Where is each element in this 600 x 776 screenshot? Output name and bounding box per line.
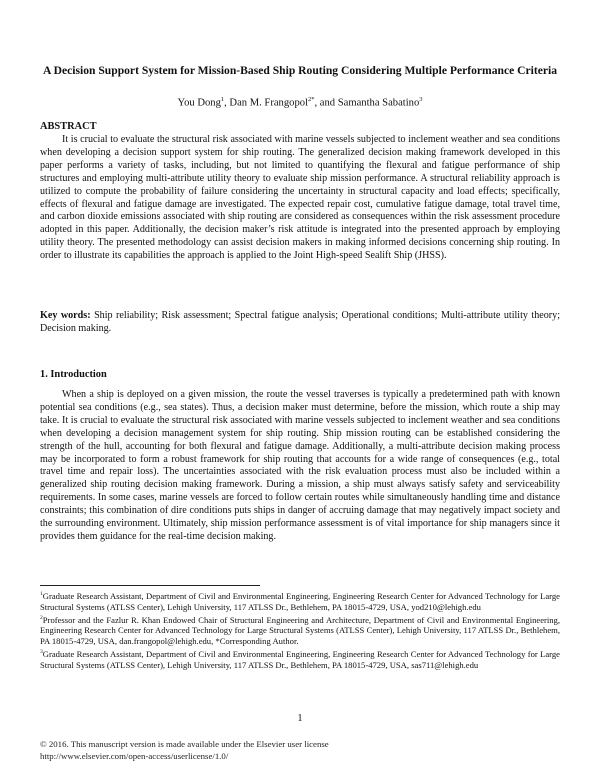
section-heading-introduction: 1. Introduction — [40, 369, 107, 380]
author-list — [40, 93, 560, 110]
author-name: You Dong — [177, 97, 221, 109]
introduction-text: When a ship is deployed on a given mission, the route the vessel traverses is typically a predetermined path with known potential sea conditions (e.g., sea states). Thus, a decision maker must determine, before the mission, which route a ship may take. It is crucial to evaluate the structural risk associated with marine vessels subjected to inclement weather and sea conditions when developing a decision management system for ship routing. Ship mission routing can be established considering the strength of the hull, accounting for both flexural and fatigue damage. Additionally, a multi-attribute decision making process may be incorporated to form a robust framework for ship routing that accounts for a wide range of consequences (e.g., total travel time and repair loss). The uncertainties associated with the risk evaluation process must also be included within a generalized ship routing decision making framework. During a mission, a ship must always satisfy safety and serviceability requirements. In some cases, marine vessels are forced to follow certain routes while simultaneously handling time and distance constraints; this combination of dire conditions puts ships in danger of accruing damage that may negatively impact society and the surrounding environment. Ultimately, ship mission performance assessment is of vital importance for ship managers since it provides them guidance for the real-time decision making. — [40, 389, 560, 542]
author-affiliation-mark: 1 — [220, 96, 225, 103]
footnote-mark: 2 — [40, 614, 43, 621]
abstract-heading: ABSTRACT — [40, 121, 97, 132]
author-separator: , and — [314, 97, 338, 109]
keywords-label: Key words: — [40, 310, 91, 321]
paper-title: A Decision Support System for Mission-Based Ship Routing Considering Multiple Performance Criteria — [42, 64, 558, 77]
page-number: 1 — [297, 713, 303, 724]
keywords-text: Ship reliability; Risk assessment; Spectral fatigue analysis; Operational conditions; Multi-attribute utility theory; Decision making. — [40, 310, 561, 334]
author-name: Dan M. Frangopol — [229, 97, 308, 109]
footnote-text: Professor and the Fazlur R. Khan Endowed Chair of Structural Engineering and Architecture, Department of Civil and Environmental Engineering, Engineering Research Center for Advanced Technology for Large Structural Systems (ATLSS Center), Lehigh University, 117 ATLSS Dr., Bethlehem, PA 18015-4729, USA, dan.frangopol@lehigh.edu, *Corresponding Author. — [40, 614, 560, 647]
keywords-block — [40, 310, 560, 336]
footnote-mark: 3 — [40, 649, 43, 656]
corresponding-author-mark: * — [311, 96, 315, 103]
license-url[interactable]: http://www.elsevier.com/open-access/userlicense/1.0/ — [40, 751, 229, 761]
author-name: Samantha Sabatino — [337, 97, 420, 109]
author-affiliation-mark: 2 — [308, 96, 312, 103]
footnotes — [40, 589, 560, 671]
footnote-mark: 1 — [40, 591, 43, 597]
footnote — [40, 613, 560, 648]
author-affiliation-mark: 3 — [419, 96, 423, 103]
footnote-text: Graduate Research Assistant, Department of Civil and Environmental Engineering, Engineering Research Center for Advanced Technology for Large Structural Systems (ATLSS Center), Lehigh University, 117 ATLSS Dr., Bethlehem, PA 18015-4729, USA, sas711@lehigh.edu — [40, 649, 560, 671]
author-separator: , — [224, 97, 230, 109]
license-notice — [40, 738, 329, 762]
footnote — [40, 589, 560, 613]
footnote-text: Graduate Research Assistant, Department of Civil and Environmental Engineering, Engineering Research Center for Advanced Technology for Large Structural Systems (ATLSS Center), Lehigh University, 117 ATLSS Dr., Bethlehem, PA 18015-4729, USA, yod210@lehigh.edu — [40, 590, 560, 612]
footnote-divider — [40, 585, 260, 586]
footnote — [40, 647, 560, 671]
abstract-text: It is crucial to evaluate the structural risk associated with marine vessels subjected to inclement weather and sea conditions when developing a decision support system for ship routing. The generalized decision making framework developed in this paper performs a variety of tasks, including, but not limited to quantifying the flexural and fatigue performance of ship structures and employing multi-attribute utility theory to evaluate ship mission performance. A structural reliability approach is utilized to compute the probability of failure considering the uncertainty in structural capacity and load effects; specifically, effects of flexural and fatigue damage are investigated. The expected repair cost, cumulative fatigue damage, total travel time, and carbon dioxide emissions associated with ship routing are considered as consequences within the risk assessment procedure adopted in this paper. Additionally, the decision maker’s risk attitude is integrated into the presented approach by employing utility theory. The presented methodology can assist decision makers in making informed decisions concerning ship routing. In order to illustrate its capabilities the approach is applied to the Joint High-speed Sealift Ship (JHSS). — [40, 134, 560, 262]
license-text: © 2016. This manuscript version is made available under the Elsevier user license — [40, 739, 329, 749]
